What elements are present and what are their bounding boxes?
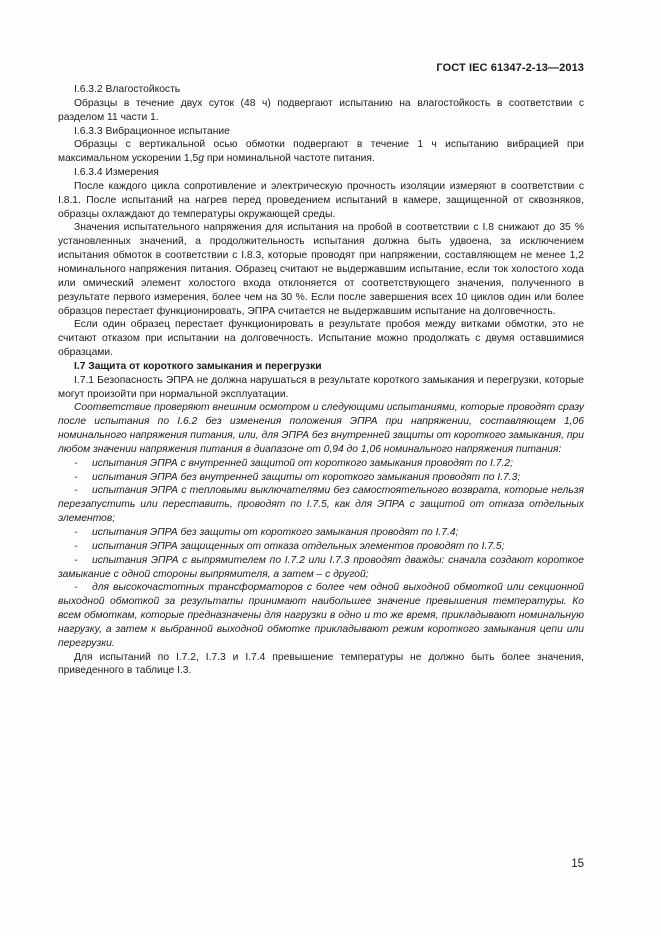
list-dash: - <box>74 527 78 538</box>
list-dash: - <box>74 554 78 566</box>
list-dash: - <box>74 582 78 594</box>
list-item-text: испытания ЭПРА без внутренней защиты от короткого замыкания проводят по I.7.3; <box>92 471 521 483</box>
vibration-text-b: при номинальной частоте питания. <box>203 153 375 165</box>
standard-header: ГОСТ IEC 61347-2-13—2013 <box>436 62 584 74</box>
paragraph-safety: I.7.1 Безопасность ЭПРА не должна нарушаться в результате короткого замыкания и перегрузки, которые могут произойти при нормальной эксплуатации. <box>58 374 584 400</box>
paragraph-vibration <box>58 138 584 166</box>
list-item <box>58 540 584 554</box>
list-item-text: испытания ЭПРА с выпрямителем по I.7.2 или I.7.3 проводят дважды: сначала создают короткое замыкание с одной стороны выпрямителя, а затем – с другой; <box>58 554 584 580</box>
paragraph-test-voltage: Значения испытательного напряжения для испытания на пробой в соответствии с I.8 снижают до 35 % установленных значений, а продолжительность испытания должна быть удвоена, за исключением испытания обмоток в соответствии с I.8.3, которые проводят при напряжении, составляющем не менее 1,2 номинального напряжения питания. Образец считают не выдержавшим испытание, если ток холостого хода или омический элемент холостого входа отклоняется от соответствующего значения, полученного в результате первого измерения, более чем на 30 %. Если после завершения всех 10 циклов один или более образцов перестает функционировать, ЭПРА считается не выдержавшим испытание на долговечность. <box>58 222 584 317</box>
page-number: 15 <box>571 858 584 870</box>
list-dash: - <box>74 540 78 552</box>
list-item-text: испытания ЭПРА с тепловыми выключателями без самостоятельного возврата, которые нельзя перезапустить или переставить, проводят по I.7.5, как для ЭПРА с защитой от отказа отдельных элементов; <box>58 485 584 525</box>
section-heading-vibration: I.6.3.3 Вибрационное испытание <box>74 125 230 137</box>
list-item <box>58 554 584 582</box>
paragraph-sample-failure: Если один образец перестает функционировать в результате пробоя между витками обмотки, это не считают отказом при испытании на долговечность. Испытание можно продолжать с двумя оставшимися образцами. <box>58 319 584 359</box>
list-item <box>58 471 584 485</box>
paragraph-humidity: Образцы в течение двух суток (48 ч) подвергают испытанию на влагостойкость в соответствии с разделом 11 части 1. <box>58 97 584 123</box>
list-item <box>58 581 584 650</box>
list-item <box>58 457 584 471</box>
section-heading-short-circuit: I.7 Защита от короткого замыкания и перегрузки <box>74 360 322 372</box>
vibration-unit-g: g <box>198 153 204 165</box>
section-heading-humidity: I.6.3.2 Влагостойкость <box>74 84 181 95</box>
paragraph-compliance: Соответствие проверяют внешним осмотром и следующими испытаниями, которые проводят сразу после испытания по I.6.2 без изменения положения ЭПРА при напряжении, составляющем 1,06 номинального напряжения питания, или, для ЭПРА без внутренней защиты от короткого замыкания, при любом значении напряжения питания в диапазоне от 0,94 до 1,06 номинального напряжения питания: <box>58 402 584 455</box>
list-item-text: испытания ЭПРА с внутренней защитой от короткого замыкания проводят по I.7.2; <box>92 457 513 469</box>
list-dash: - <box>74 471 78 483</box>
list-item-text: для высокочастотных трансформаторов с более чем одной выходной обмоткой или секционной выходной обмоткой за результаты принимают наибольшее значение превышения температуры. Ко всем обмоткам, которые предназначены для нагрузки в одно и то же время, прикладывают номинальную нагрузку, а затем к выбранной выходной обмотке прикладывают режим короткого замыкания цепи или перегрузки. <box>58 582 584 649</box>
paragraph-measurements: После каждого цикла сопротивление и электрическую прочность изоляции измеряют в соответствии с I.8.1. После испытаний на нагрев перед проведением испытаний в камере, защищенной от сквозняков, образцы охлаждают до температуры окружающей среды. <box>58 180 584 220</box>
list-dash: - <box>74 457 78 469</box>
list-item-text: испытания ЭПРА защищенных от отказа отдельных элементов проводят по I.7.5; <box>92 540 505 552</box>
list-item-text: испытания ЭПРА без защиты от короткого замыкания проводят по I.7.4; <box>92 527 459 538</box>
page-content <box>58 83 584 678</box>
vibration-text-a: Образцы с вертикальной осью обмотки подвергают в течение 1 ч испытанию вибрацией при максимальном ускорении 1,5 <box>58 139 584 165</box>
list-item <box>58 526 584 540</box>
paragraph-temperature: Для испытаний по I.7.2, I.7.3 и I.7.4 превышение температуры не должно быть более значения, приведенного в таблице I.3. <box>58 651 584 677</box>
list-item <box>58 484 584 526</box>
section-heading-measurements: I.6.3.4 Измерения <box>74 167 159 179</box>
list-dash: - <box>74 485 78 497</box>
